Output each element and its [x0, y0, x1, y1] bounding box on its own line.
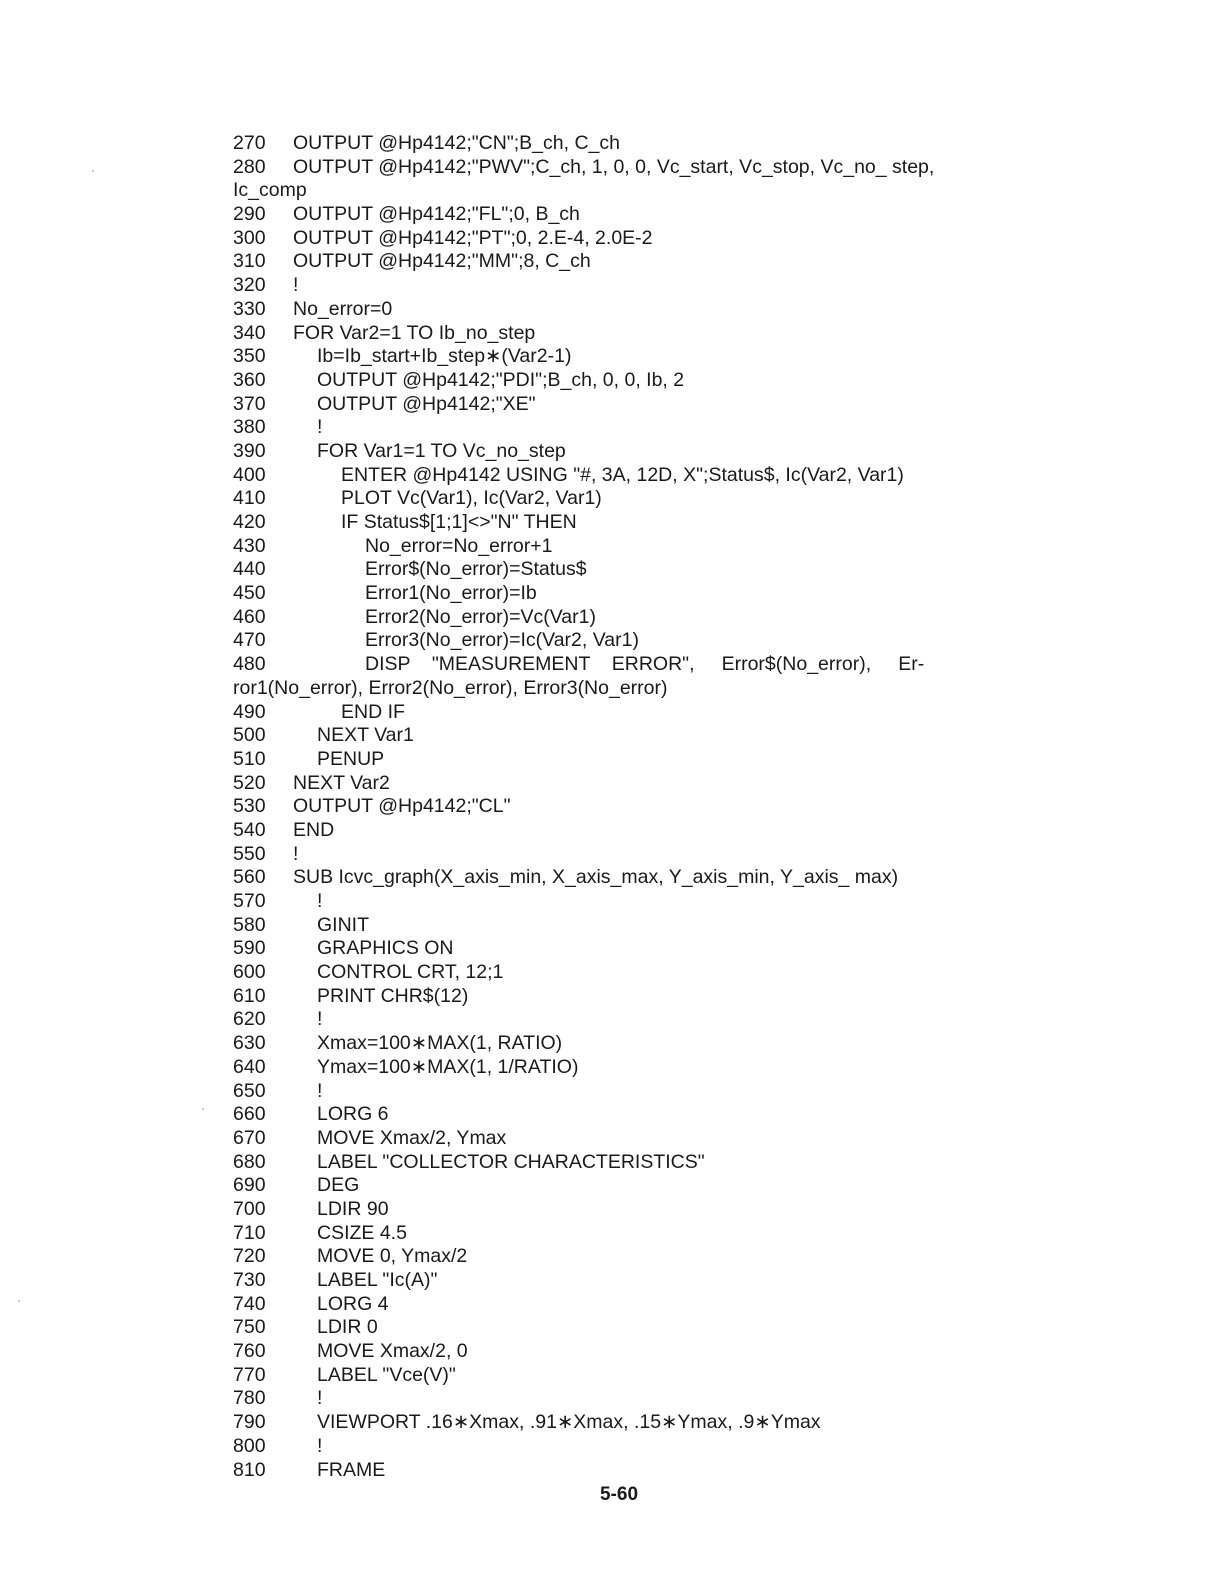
- code-text: FRAME: [317, 1458, 386, 1481]
- code-text: No_error=0: [293, 297, 393, 320]
- line-number: 700: [233, 1197, 266, 1220]
- code-line: [233, 203, 1033, 227]
- line-number: 400: [233, 463, 266, 486]
- code-line: [233, 582, 1033, 606]
- code-line: [233, 843, 1033, 867]
- code-line: [233, 132, 1033, 156]
- code-line: [233, 1364, 1033, 1388]
- code-text: NEXT Var1: [317, 724, 414, 747]
- line-number: 450: [233, 582, 266, 605]
- line-number: 780: [233, 1387, 266, 1410]
- code-line: [233, 464, 1033, 488]
- code-text: Xmax=100∗MAX(1, RATIO): [317, 1032, 563, 1055]
- code-text: MOVE Xmax/2, Ymax: [317, 1126, 507, 1149]
- code-line: [233, 1198, 1033, 1222]
- line-number: 300: [233, 226, 266, 249]
- line-number: 330: [233, 297, 266, 320]
- line-number: 390: [233, 439, 266, 462]
- code-text: !: [317, 1008, 323, 1031]
- code-text: DEG: [317, 1174, 360, 1197]
- line-number: 280: [233, 155, 266, 178]
- code-line: [233, 227, 1033, 251]
- code-text: CSIZE 4.5: [317, 1221, 407, 1244]
- code-text: PLOT Vc(Var1), Ic(Var2, Var1): [341, 487, 602, 510]
- code-line-continuation: [233, 677, 1033, 701]
- code-listing: [233, 132, 1033, 1482]
- line-number: 540: [233, 818, 266, 841]
- line-number: 600: [233, 961, 266, 984]
- code-text: Error2(No_error)=Vc(Var1): [365, 605, 596, 628]
- scan-speck: [18, 1300, 20, 1302]
- scan-speck: [92, 170, 94, 172]
- code-line: [233, 1459, 1033, 1483]
- code-line: [233, 369, 1033, 393]
- code-line: [233, 606, 1033, 630]
- code-line: [233, 937, 1033, 961]
- code-line: [233, 558, 1033, 582]
- code-text: DISP "MEASUREMENT ERROR", Error$(No_error), Er-: [365, 653, 925, 676]
- line-number: 350: [233, 345, 266, 368]
- code-line: [233, 511, 1033, 535]
- code-text: !: [293, 274, 299, 297]
- code-line: [233, 1056, 1033, 1080]
- code-text: OUTPUT @Hp4142;"PT";0, 2.E-4, 2.0E-2: [293, 226, 653, 249]
- code-line: [233, 1103, 1033, 1127]
- code-text: VIEWPORT .16∗Xmax, .91∗Xmax, .15∗Ymax, .9∗Ymax: [317, 1411, 821, 1434]
- code-text: GRAPHICS ON: [317, 937, 454, 960]
- code-line: [233, 345, 1033, 369]
- line-number: 560: [233, 866, 266, 889]
- code-line: [233, 1080, 1033, 1104]
- code-line: [233, 274, 1033, 298]
- line-number: 370: [233, 392, 266, 415]
- code-text: !: [293, 842, 299, 865]
- line-number: 660: [233, 1103, 266, 1126]
- line-number: 530: [233, 795, 266, 818]
- line-number: 490: [233, 700, 266, 723]
- line-number: 650: [233, 1079, 266, 1102]
- line-number: 360: [233, 368, 266, 391]
- line-number: 760: [233, 1340, 266, 1363]
- line-number: 610: [233, 984, 266, 1007]
- code-text: NEXT Var2: [293, 771, 390, 794]
- code-text: OUTPUT @Hp4142;"PWV";C_ch, 1, 0, 0, Vc_start, Vc_stop, Vc_no_ step,: [293, 155, 935, 178]
- code-line: [233, 1387, 1033, 1411]
- line-number: 810: [233, 1458, 266, 1481]
- line-number: 800: [233, 1434, 266, 1457]
- code-text: LABEL "Ic(A)": [317, 1269, 438, 1291]
- line-number: 290: [233, 203, 266, 226]
- scan-speck: [202, 1108, 204, 1110]
- code-line: [233, 890, 1033, 914]
- code-text: Error$(No_error)=Status$: [365, 558, 587, 581]
- line-number: 730: [233, 1269, 266, 1291]
- line-number: 420: [233, 511, 266, 533]
- code-text: PENUP: [317, 747, 385, 770]
- code-text: !: [317, 1079, 323, 1102]
- code-text: !: [317, 890, 323, 912]
- code-line: [233, 795, 1033, 819]
- line-number: 750: [233, 1316, 266, 1339]
- line-number: 520: [233, 771, 266, 794]
- code-line: [233, 772, 1033, 796]
- code-text: ENTER @Hp4142 USING "#, 3A, 12D, X";Status$, Ic(Var2, Var1): [341, 463, 904, 486]
- code-line: [233, 914, 1033, 938]
- line-number: 480: [233, 653, 266, 676]
- line-number: 720: [233, 1245, 266, 1268]
- code-text: LABEL "Vce(V)": [317, 1363, 456, 1386]
- code-line: [233, 298, 1033, 322]
- code-text: OUTPUT @Hp4142;"PDI";B_ch, 0, 0, Ib, 2: [317, 368, 685, 391]
- line-number: 310: [233, 250, 266, 273]
- line-number: 640: [233, 1055, 266, 1078]
- line-number: 510: [233, 747, 266, 770]
- line-number: 670: [233, 1126, 266, 1149]
- code-text: GINIT: [317, 913, 369, 936]
- line-number: 500: [233, 724, 266, 747]
- code-text: OUTPUT @Hp4142;"XE": [317, 392, 536, 415]
- code-text: LORG 6: [317, 1103, 389, 1126]
- code-text: FOR Var2=1 TO Ib_no_step: [293, 321, 536, 344]
- code-text: END IF: [341, 700, 405, 723]
- line-number: 460: [233, 605, 266, 628]
- code-line: [233, 961, 1033, 985]
- line-number: 440: [233, 558, 266, 581]
- code-text: LDIR 90: [317, 1197, 389, 1220]
- code-text: LABEL "COLLECTOR CHARACTERISTICS": [317, 1150, 705, 1173]
- code-text: Ic_comp: [233, 179, 307, 202]
- code-text: OUTPUT @Hp4142;"CL": [293, 795, 511, 818]
- code-text: CONTROL CRT, 12;1: [317, 961, 504, 984]
- code-text: Ymax=100∗MAX(1, 1/RATIO): [317, 1055, 579, 1078]
- line-number: 430: [233, 534, 266, 557]
- page-number: 5-60: [599, 1484, 639, 1505]
- code-line: [233, 819, 1033, 843]
- code-text: Error1(No_error)=Ib: [365, 582, 537, 605]
- code-text: !: [317, 1434, 323, 1457]
- code-text: END: [293, 818, 335, 841]
- code-line: [233, 1174, 1033, 1198]
- code-line: [233, 985, 1033, 1009]
- code-line: [233, 1127, 1033, 1151]
- line-number: 410: [233, 487, 266, 510]
- code-line: [233, 1435, 1033, 1459]
- code-line: [233, 1151, 1033, 1175]
- code-line: [233, 748, 1033, 772]
- code-line: [233, 1340, 1033, 1364]
- code-text: ror1(No_error), Error2(No_error), Error3(No_error): [233, 676, 668, 699]
- code-line: [233, 416, 1033, 440]
- code-line: [233, 156, 1033, 180]
- code-text: !: [317, 416, 323, 439]
- line-number: 680: [233, 1150, 266, 1173]
- code-text: OUTPUT @Hp4142;"CN";B_ch, C_ch: [293, 132, 620, 154]
- line-number: 740: [233, 1292, 266, 1315]
- line-number: 770: [233, 1363, 266, 1386]
- code-line: [233, 1269, 1033, 1293]
- code-text: MOVE Xmax/2, 0: [317, 1340, 468, 1363]
- line-number: 470: [233, 629, 266, 652]
- code-text: No_error=No_error+1: [365, 534, 553, 557]
- line-number: 630: [233, 1032, 266, 1055]
- code-text: IF Status$[1;1]<>"N" THEN: [341, 511, 577, 533]
- line-number: 790: [233, 1411, 266, 1434]
- code-text: OUTPUT @Hp4142;"MM";8, C_ch: [293, 250, 591, 273]
- line-number: 590: [233, 937, 266, 960]
- code-line: [233, 1245, 1033, 1269]
- code-line: [233, 1316, 1033, 1340]
- line-number: 580: [233, 913, 266, 936]
- code-line: [233, 322, 1033, 346]
- line-number: 380: [233, 416, 266, 439]
- code-line: [233, 440, 1033, 464]
- code-text: Error3(No_error)=Ic(Var2, Var1): [365, 629, 639, 652]
- line-number: 710: [233, 1221, 266, 1244]
- code-text: FOR Var1=1 TO Vc_no_step: [317, 439, 566, 462]
- code-line-continuation: [233, 179, 1033, 203]
- code-text: Ib=Ib_start+Ib_step∗(Var2-1): [317, 345, 572, 368]
- code-line: [233, 866, 1033, 890]
- code-line: [233, 653, 1033, 677]
- line-number: 340: [233, 321, 266, 344]
- code-line: [233, 393, 1033, 417]
- code-line: [233, 487, 1033, 511]
- code-line: [233, 629, 1033, 653]
- code-text: LORG 4: [317, 1292, 389, 1315]
- code-text: PRINT CHR$(12): [317, 984, 469, 1007]
- code-text: LDIR 0: [317, 1316, 378, 1339]
- code-text: MOVE 0, Ymax/2: [317, 1245, 468, 1268]
- line-number: 270: [233, 132, 266, 154]
- code-line: [233, 250, 1033, 274]
- code-text: !: [317, 1387, 323, 1410]
- line-number: 690: [233, 1174, 266, 1197]
- line-number: 620: [233, 1008, 266, 1031]
- code-line: [233, 1032, 1033, 1056]
- code-line: [233, 1293, 1033, 1317]
- code-text: OUTPUT @Hp4142;"FL";0, B_ch: [293, 203, 580, 226]
- line-number: 320: [233, 274, 266, 297]
- line-number: 550: [233, 842, 266, 865]
- code-line: [233, 724, 1033, 748]
- code-line: [233, 1222, 1033, 1246]
- code-text: SUB Icvc_graph(X_axis_min, X_axis_max, Y_axis_min, Y_axis_ max): [293, 866, 899, 889]
- code-line: [233, 535, 1033, 559]
- code-line: [233, 1411, 1033, 1435]
- code-line: [233, 1008, 1033, 1032]
- line-number: 570: [233, 890, 266, 912]
- code-line: [233, 701, 1033, 725]
